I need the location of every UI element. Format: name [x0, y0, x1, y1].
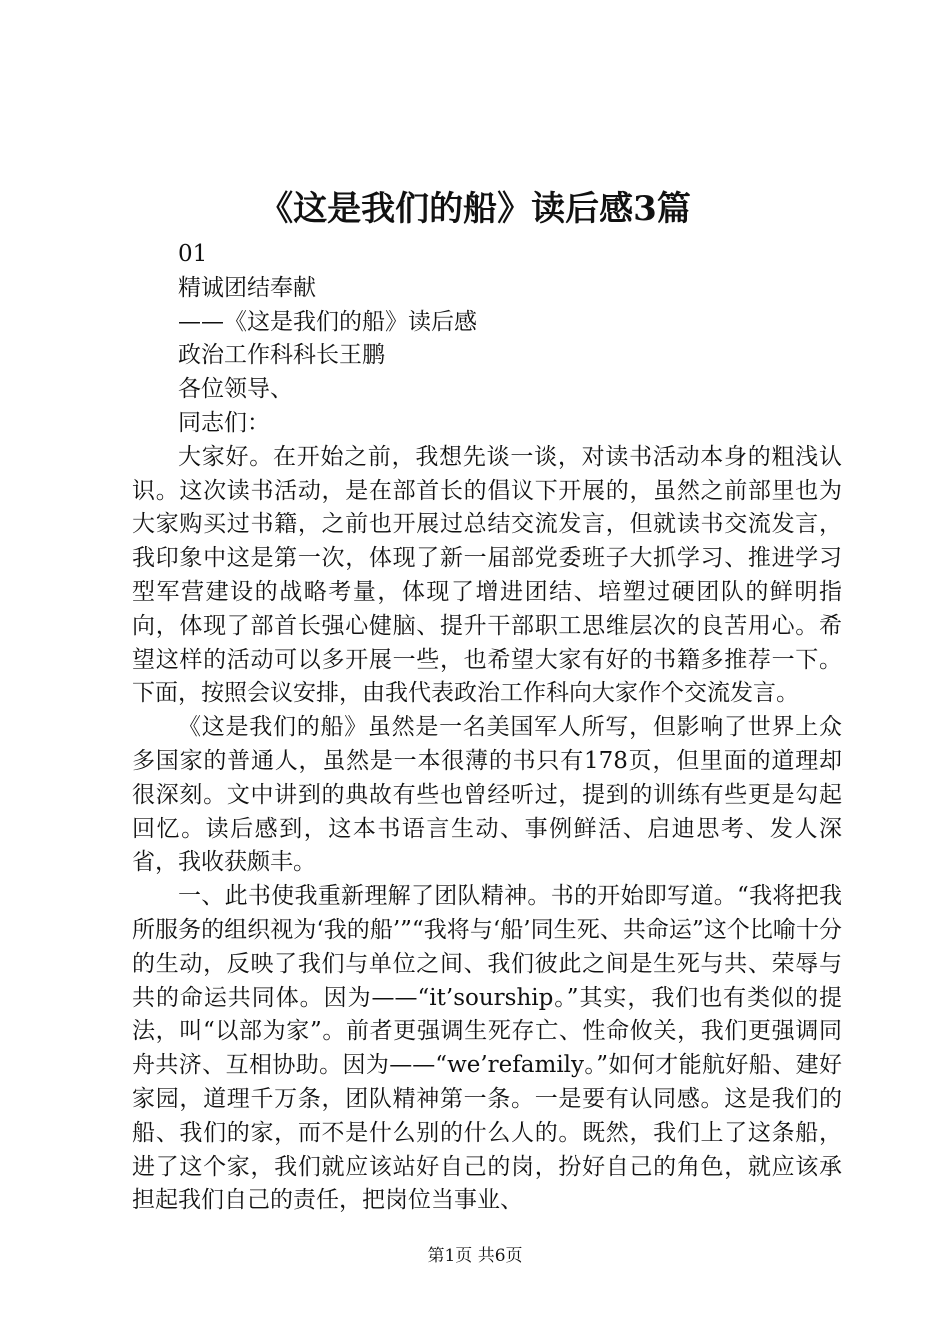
- paragraph-book-overview: 《这是我们的船》虽然是一名美国军人所写，但影响了世界上众多国家的普通人，虽然是一本很薄的书只有178页，但里面的道理却很深刻。文中讲到的典故有些也曾经听过，提到的训练有些更是勾起回忆。读后感到，这本书语言生动、事例鲜活、启迪思考、发人深省，我收获颇丰。: [132, 714, 842, 876]
- document-title: 《这是我们的船》读后感3篇: [259, 189, 691, 229]
- section-number: 01: [178, 241, 208, 267]
- paragraph-intro: 大家好。在开始之前，我想先谈一谈，对读书活动本身的粗浅认识。这次读书活动，是在部首长的倡议下开展的，虽然之前部里也为大家购买过书籍，之前也开展过总结交流发言，但就读书交流发言，我印象中这是第一次，体现了新一届部党委班子大抓学习、推进学习型军营建设的战略考量，体现了增进团结、培塑过硬团队的鲜明指向，体现了部首长强心健脑、提升干部职工思维层次的良苦用心。希望这样的活动可以多开展一些，也希望大家有好的书籍多推荐一下。下面，按照会议安排，由我代表政治工作科向大家作个交流发言。: [132, 443, 842, 707]
- paragraph-team-spirit: 一、此书使我重新理解了团队精神。书的开始即写道。“我将把我所服务的组织视为‘我的船’”“我将与‘船’同生死、共命运”这个比喻十分的生动，反映了我们与单位之间、我们彼此之间是生死与共、荣辱与共的命运共同体。因为——“it’sourship。”其实，我们也有类似的提法，叫“以部为家”。前者更强调生死存亡、性命攸关，我们更强调同舟共济、互相协助。因为——“we’refamily。”如何才能航好船、建好家园，道理千万条，团队精神第一条。一是要有认同感。这是我们的船、我们的家，而不是什么别的什么人的。既然，我们上了这条船，进了这个家，我们就应该站好自己的岗，扮好自己的角色，就应该承担起我们自己的责任，把岗位当事业、: [132, 883, 842, 1214]
- article-subheading: ——《这是我们的船》读后感: [178, 308, 477, 335]
- article-heading: 精诚团结奉献: [178, 274, 316, 301]
- page-footer: 第1页 共6页: [427, 1246, 523, 1266]
- salutation-leaders: 各位领导、: [178, 376, 293, 403]
- document-body: [132, 238, 842, 1218]
- salutation-comrades: 同志们：: [178, 409, 270, 436]
- author-line: 政治工作科科长王鹏: [178, 342, 385, 369]
